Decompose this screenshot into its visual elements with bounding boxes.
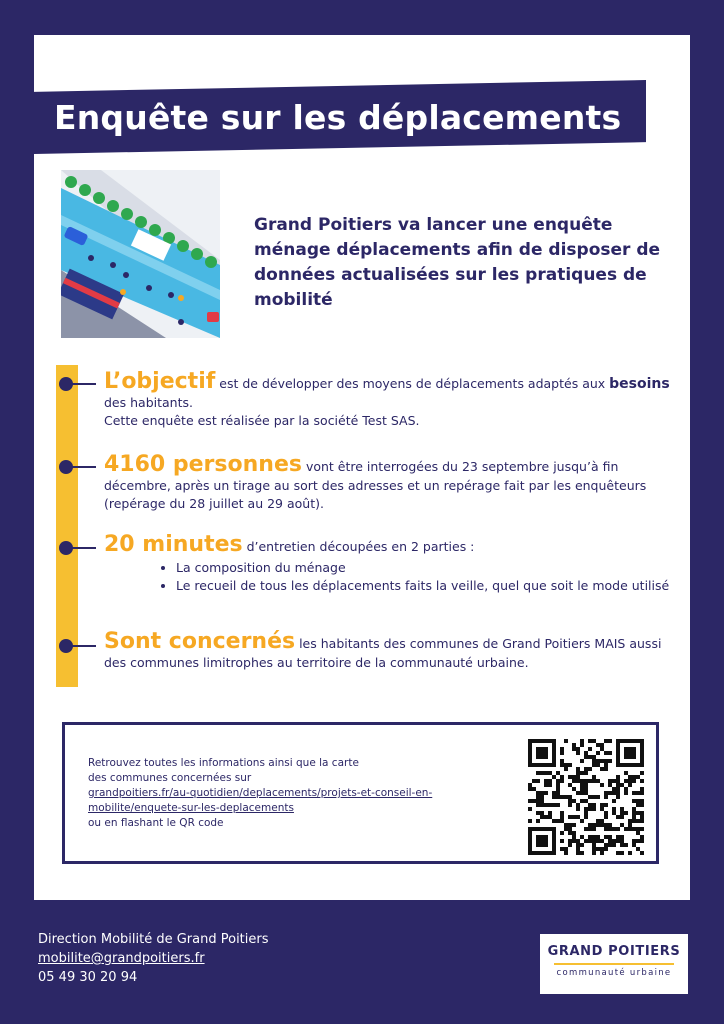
timeline-connector-objectif [70, 383, 96, 385]
minutes-text: d’entretien découpées en 2 parties : [242, 539, 475, 554]
objectif-text: est de développer des moyens de déplacements adaptés aux [215, 376, 610, 391]
info-line-1: Retrouvez toutes les informations ainsi que la carte [88, 757, 359, 769]
concernes-text: les habitants des communes de Grand Poitiers MAIS aussi des communes limitrophes au territoire de la communauté urbaine. [104, 636, 662, 670]
info-link[interactable]: grandpoitiers.fr/au-quotidien/deplacements/projets-et-conseil-en-mobilite/enquete-sur-les-deplacements [88, 787, 433, 814]
minutes-highlight: 20 minutes [104, 532, 243, 557]
timeline-connector-minutes [70, 547, 96, 549]
minutes-bullet-list [104, 559, 684, 595]
info-line-2: des communes concernées sur [88, 772, 252, 784]
info-line-3: ou en flashant le QR code [88, 817, 224, 829]
objectif-highlight: L’objectif [104, 369, 216, 394]
list-item: • La composition du ménage [176, 559, 684, 577]
section-objectif [104, 370, 684, 430]
personnes-highlight: 4160 personnes [104, 452, 302, 477]
qr-code-image [528, 739, 644, 855]
footer-email-link[interactable]: mobilite@grandpoitiers.fr [38, 951, 205, 966]
objectif-company: Cette enquête est réalisée par la société Test SAS. [104, 413, 420, 428]
section-concernes [104, 630, 684, 672]
personnes-text: vont être interrogées du 23 septembre jusqu’à fin décembre, après un tirage au sort des adresses et un repérage fait par les enquêteurs (repérage du 28 juillet au 29 août). [104, 459, 647, 511]
street-illustration-svg [61, 170, 220, 338]
footer-contact [38, 930, 378, 987]
list-item: • Le recueil de tous les déplacements faits la veille, quel que soit le mode utilisé [176, 577, 684, 595]
timeline-connector-concernes [70, 645, 96, 647]
qr-code[interactable] [528, 739, 644, 855]
logo-rule [554, 963, 674, 965]
logo-main-text: GRAND POITIERS [547, 944, 681, 959]
timeline-connector-personnes [70, 466, 96, 468]
concernes-highlight: Sont concernés [104, 629, 296, 654]
objectif-text-end: des habitants. [104, 395, 193, 410]
info-text [88, 756, 508, 831]
footer-department: Direction Mobilité de Grand Poitiers [38, 932, 269, 947]
intro-statement: Grand Poitiers va lancer une enquête ménage déplacements afin de disposer de données actualisées sur les pratiques de mobilité [254, 215, 661, 310]
besoins-bold: besoins [609, 376, 670, 392]
section-minutes [104, 533, 684, 595]
footer-phone: 05 49 30 20 94 [38, 970, 138, 985]
logo-sub-text: communauté urbaine [556, 968, 672, 978]
street-illustration [61, 170, 220, 338]
grand-poitiers-logo [540, 934, 688, 994]
section-personnes [104, 453, 684, 513]
page-title: Enquête sur les déplacements [54, 98, 622, 137]
